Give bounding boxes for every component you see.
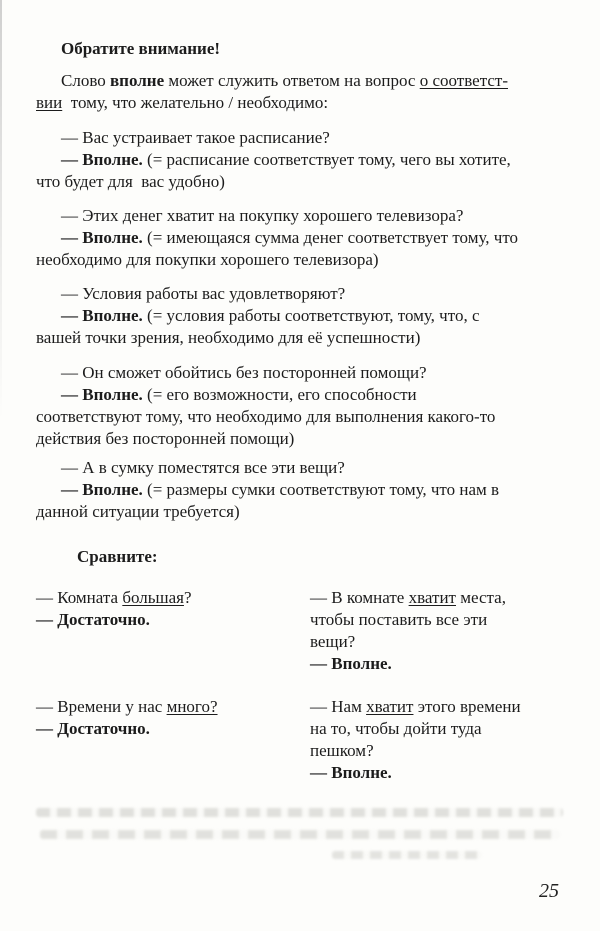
qa-bag <box>36 457 566 523</box>
page-number: 25 <box>539 880 559 902</box>
bold-text: — Достаточно. <box>36 719 150 738</box>
text-line <box>310 740 566 762</box>
text-segment: чтобы поставить все эти <box>310 610 488 629</box>
text-line <box>36 428 566 450</box>
bleedthrough-ghost-text <box>36 808 566 859</box>
qa-help <box>36 362 566 450</box>
text-segment: может служить ответом на вопрос <box>164 71 420 90</box>
text-line <box>36 305 566 327</box>
bold-text: вполне <box>109 71 165 90</box>
bleedthrough-line <box>332 851 482 859</box>
text-line <box>36 546 566 568</box>
bold-text: — Вполне. <box>310 763 392 782</box>
notice-heading <box>36 38 566 60</box>
intro-paragraph <box>36 70 566 114</box>
compare-row-2-left-column <box>36 696 310 784</box>
page-body <box>36 38 566 859</box>
text-segment: Слово <box>61 71 110 90</box>
qa-schedule <box>36 127 566 193</box>
underlined-text: хватит <box>408 588 456 607</box>
text-line <box>36 479 566 501</box>
text-line <box>310 609 566 631</box>
bleedthrough-line <box>40 830 560 839</box>
compare-heading <box>36 546 566 568</box>
text-segment: — А в сумку поместятся все эти вещи? <box>61 458 345 477</box>
compare-row-1-left-column <box>36 587 310 675</box>
bold-text: — Достаточно. <box>36 610 150 629</box>
text-line <box>310 762 566 784</box>
text-segment: что будет для вас удобно) <box>36 172 225 191</box>
text-segment: соответствуют тому, что необходимо для выполнения какого-то <box>36 407 496 426</box>
bold-text: — Вполне. <box>61 228 143 247</box>
text-line <box>36 587 310 609</box>
scan-edge-artifact <box>0 0 2 420</box>
text-line <box>36 70 566 92</box>
text-line <box>36 384 566 406</box>
text-segment: этого времени <box>413 697 521 716</box>
underlined-text: хватит <box>366 697 414 716</box>
text-line <box>310 631 566 653</box>
text-line <box>36 127 566 149</box>
text-segment: — Нам <box>310 697 367 716</box>
compare-row-2-right-column <box>310 696 566 784</box>
text-segment: (= расписание соответствует тому, чего вы хотите, <box>142 150 511 169</box>
text-line <box>36 501 566 523</box>
text-segment: пешком? <box>310 741 374 760</box>
text-segment: действия без посторонней помощи) <box>36 429 295 448</box>
text-line <box>36 457 566 479</box>
text-line <box>310 653 566 675</box>
text-segment: — Вас устраивает такое расписание? <box>61 128 330 147</box>
bold-text: — Вполне. <box>61 150 143 169</box>
text-line <box>36 327 566 349</box>
text-line <box>36 362 566 384</box>
text-segment: (= его возможности, его способности <box>142 385 417 404</box>
text-segment: — Условия работы вас удовлетворяют? <box>61 284 346 303</box>
bold-text: — Вполне. <box>61 385 143 404</box>
text-segment: (= имеющаяся сумма денег соответствует тому, что <box>142 228 519 247</box>
text-segment: места, <box>455 588 506 607</box>
text-segment: вашей точки зрения, необходимо для её успешности) <box>36 328 421 347</box>
text-segment: — В комнате <box>310 588 409 607</box>
text-line <box>36 38 566 60</box>
text-segment: — Этих денег хватит на покупку хорошего телевизора? <box>61 206 464 225</box>
bold-text: — Вполне. <box>61 480 143 499</box>
text-line <box>36 406 566 428</box>
text-segment: ? <box>183 588 192 607</box>
text-line <box>36 205 566 227</box>
underlined-text: о соответст- <box>419 71 508 90</box>
qa-work <box>36 283 566 349</box>
text-line <box>36 149 566 171</box>
text-line <box>36 718 310 740</box>
compare-row-1-right-column <box>310 587 566 675</box>
text-segment: — Комната <box>36 588 123 607</box>
text-line <box>36 227 566 249</box>
bold-text: — Вполне. <box>310 654 392 673</box>
text-segment: — Он сможет обойтись без посторонней помощи? <box>61 363 427 382</box>
text-line <box>36 92 566 114</box>
text-line <box>36 609 310 631</box>
text-segment: необходимо для покупки хорошего телевизора) <box>36 250 379 269</box>
bleedthrough-line <box>36 808 563 817</box>
text-segment: — Времени у нас <box>36 697 167 716</box>
text-line <box>36 171 566 193</box>
compare-row-2 <box>36 696 566 784</box>
compare-row-1 <box>36 587 566 675</box>
bold-text: Сравните: <box>77 547 158 566</box>
text-line <box>310 587 566 609</box>
text-line <box>36 249 566 271</box>
text-line <box>310 718 566 740</box>
bold-text: Обратите внимание! <box>61 39 221 58</box>
text-segment: (= условия работы соответствуют, тому, что, с <box>142 306 480 325</box>
text-segment: тому, что желательно / необходимо: <box>62 93 329 112</box>
text-segment: вещи? <box>310 632 356 651</box>
text-segment: на то, чтобы дойти туда <box>310 719 482 738</box>
text-segment: данной ситуации требуется) <box>36 502 240 521</box>
text-line <box>36 696 310 718</box>
text-segment: (= размеры сумки соответствуют тому, что нам в <box>142 480 500 499</box>
text-line <box>36 283 566 305</box>
bold-text: — Вполне. <box>61 306 143 325</box>
qa-money <box>36 205 566 271</box>
underlined-text: много? <box>166 697 218 716</box>
underlined-text: большая <box>122 588 184 607</box>
underlined-text: вии <box>36 93 63 112</box>
text-line <box>310 696 566 718</box>
